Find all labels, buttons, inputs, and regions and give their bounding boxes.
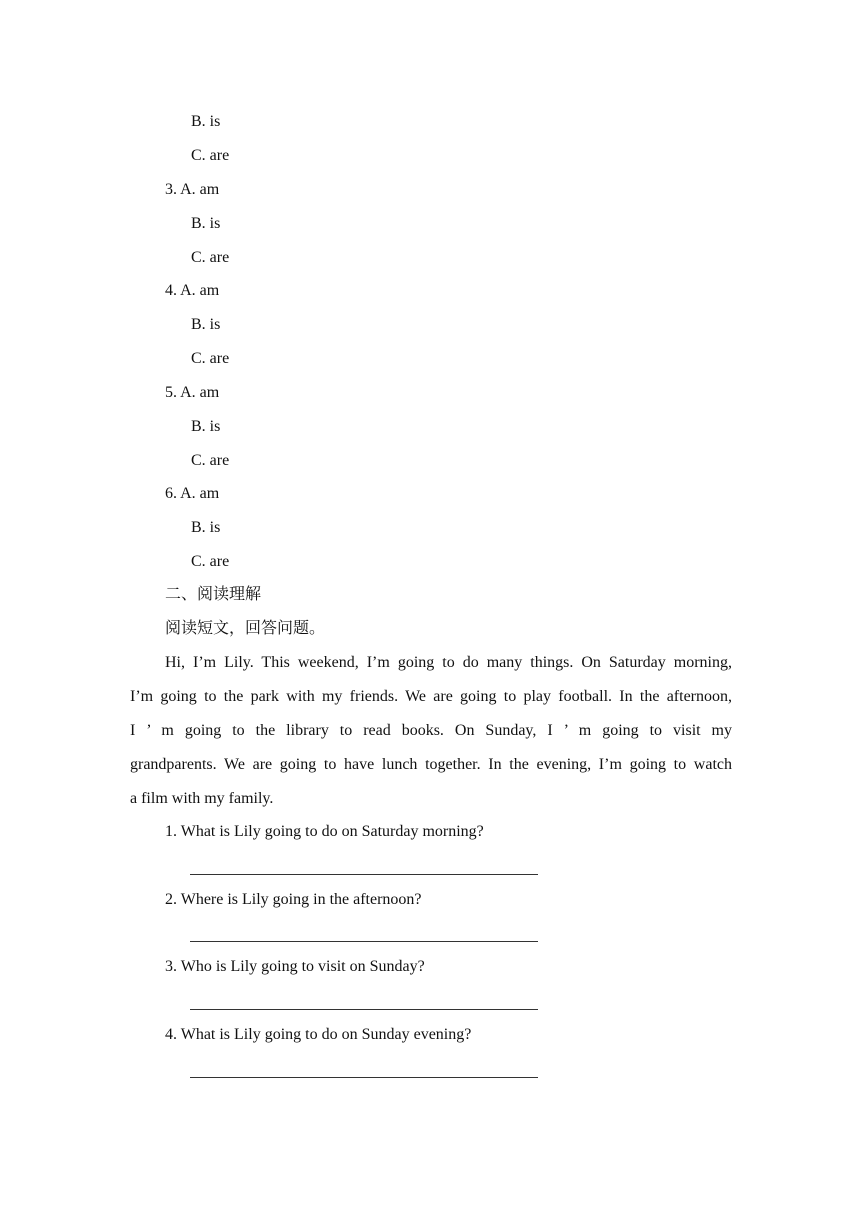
question-3: 3. Who is Lily going to visit on Sunday? (165, 958, 425, 975)
q3-option-c: C. are (191, 249, 230, 266)
q3-option-b: B. is (191, 215, 221, 232)
q3-option-a: 3. A. am (165, 181, 220, 198)
q6-option-a: 6. A. am (165, 485, 220, 502)
q6-option-b: B. is (191, 519, 221, 536)
passage-line: grandparents. We are going to have lunch together. In the evening, I’m going to watch (130, 756, 732, 773)
answer-blank-2[interactable] (190, 941, 538, 942)
q2-option-c: C. are (191, 147, 230, 164)
answer-blank-1[interactable] (190, 874, 538, 875)
section-instruction: 阅读短文，回答问题。 (165, 620, 326, 637)
q5-option-c: C. are (191, 452, 230, 469)
question-1: 1. What is Lily going to do on Saturday morning? (165, 823, 484, 840)
q4-option-a: 4. A. am (165, 282, 220, 299)
q2-option-b: B. is (191, 113, 221, 130)
q4-option-b: B. is (191, 316, 221, 333)
q5-option-a: 5. A. am (165, 384, 220, 401)
passage-line: a film with my family. (130, 790, 274, 807)
answer-blank-4[interactable] (190, 1077, 538, 1078)
passage-line: I’m going to the park with my friends. We are going to play football. In the afternoon, (130, 688, 732, 705)
passage-line: Hi, I’m Lily. This weekend, I’m going to do many things. On Saturday morning, (165, 654, 732, 671)
q4-option-c: C. are (191, 350, 230, 367)
q6-option-c: C. are (191, 553, 230, 570)
answer-blank-3[interactable] (190, 1009, 538, 1010)
q5-option-b: B. is (191, 418, 221, 435)
question-2: 2. Where is Lily going in the afternoon? (165, 891, 422, 908)
section-heading: 二、阅读理解 (165, 586, 262, 603)
passage-line: I ’ m going to the library to read books. On Sunday, I ’ m going to visit my (130, 722, 732, 739)
question-4: 4. What is Lily going to do on Sunday evening? (165, 1026, 472, 1043)
